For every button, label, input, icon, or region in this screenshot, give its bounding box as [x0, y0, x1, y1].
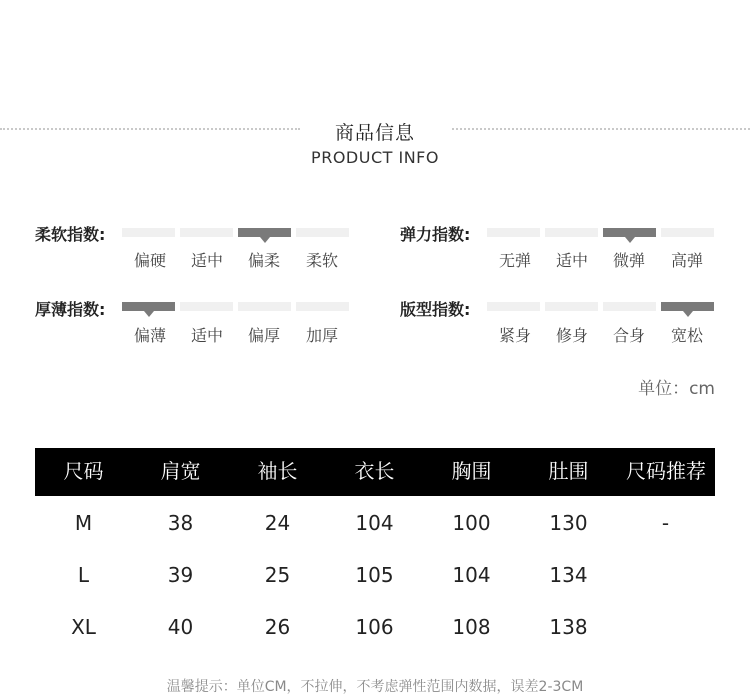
table-cell: XL — [71, 615, 96, 639]
thickness-bar-seg-3 — [238, 302, 291, 311]
fit-option: 紧身 — [498, 326, 531, 345]
fit-bar-seg-1 — [487, 302, 540, 311]
fit-bar-seg-3 — [603, 302, 656, 311]
softness-bar-seg-1 — [122, 228, 175, 237]
thickness-index-label: 厚薄指数: — [35, 300, 106, 319]
section-title: 商品信息 — [334, 122, 415, 144]
thickness-bar-seg-1 — [122, 302, 175, 311]
table-cell: 39 — [167, 563, 194, 587]
thickness-bar-seg-4 — [296, 302, 349, 311]
thickness-bar-seg-2 — [180, 302, 233, 311]
table-cell: 100 — [452, 511, 491, 535]
fit-option: 合身 — [612, 326, 645, 345]
elasticity-bar-seg-1 — [487, 228, 540, 237]
table-cell: 108 — [452, 615, 491, 639]
elasticity-option: 无弹 — [498, 251, 531, 270]
softness-bar-seg-4 — [296, 228, 349, 237]
unit-label: 单位：cm — [638, 379, 715, 399]
size-table-header — [35, 448, 715, 496]
fit-option: 宽松 — [670, 326, 703, 345]
table-cell — [617, 612, 714, 642]
table-cell: 106 — [355, 615, 394, 639]
softness-index-label: 柔软指数: — [35, 225, 106, 244]
table-cell: 25 — [264, 563, 291, 587]
fit-bar-seg-4 — [661, 302, 714, 311]
table-cell: 105 — [355, 563, 394, 587]
column-header: 胸围 — [451, 459, 492, 483]
size-note: 温馨提示：单位CM，不拉伸，不考虑弹性范围内数据，误差2-3CM — [166, 679, 584, 695]
column-header: 尺码 — [63, 459, 104, 483]
elasticity-bar-seg-2 — [545, 228, 598, 237]
section-subtitle: PRODUCT INFO — [311, 148, 439, 167]
softness-option: 柔软 — [305, 251, 338, 270]
table-cell: M — [74, 511, 93, 535]
thickness-option: 加厚 — [305, 326, 338, 345]
table-cell: 138 — [549, 615, 588, 639]
thickness-option: 偏薄 — [133, 326, 166, 345]
table-cell: 26 — [264, 615, 291, 639]
fit-bar-seg-2 — [545, 302, 598, 311]
table-cell: 24 — [264, 511, 291, 535]
elasticity-bar-seg-4 — [661, 228, 714, 237]
table-cell: 38 — [167, 511, 194, 535]
softness-bar-seg-3 — [238, 228, 291, 237]
elasticity-bar-seg-3 — [603, 228, 656, 237]
table-cell: L — [77, 563, 90, 587]
table-cell: 104 — [355, 511, 394, 535]
table-cell: 134 — [549, 563, 588, 587]
elasticity-option: 微弹 — [612, 251, 645, 270]
column-header: 衣长 — [354, 459, 395, 483]
table-cell — [617, 560, 714, 590]
elasticity-option: 适中 — [555, 251, 588, 270]
fit-index-label: 版型指数: — [400, 300, 471, 319]
column-header: 肚围 — [548, 459, 589, 483]
column-header: 尺码推荐 — [626, 459, 706, 483]
column-header: 袖长 — [257, 459, 298, 483]
thickness-option: 适中 — [190, 326, 223, 345]
column-header: 肩宽 — [160, 459, 201, 483]
softness-option: 适中 — [190, 251, 223, 270]
thickness-option: 偏厚 — [247, 326, 280, 345]
table-cell: 40 — [167, 615, 194, 639]
softness-option: 偏柔 — [247, 251, 280, 270]
fit-option: 修身 — [555, 326, 588, 345]
softness-option: 偏硬 — [133, 251, 166, 270]
softness-bar-seg-2 — [180, 228, 233, 237]
table-cell: 130 — [549, 511, 588, 535]
table-cell: - — [661, 511, 670, 535]
table-cell: 104 — [452, 563, 491, 587]
elasticity-option: 高弹 — [670, 251, 703, 270]
elasticity-index-label: 弹力指数: — [400, 225, 471, 244]
